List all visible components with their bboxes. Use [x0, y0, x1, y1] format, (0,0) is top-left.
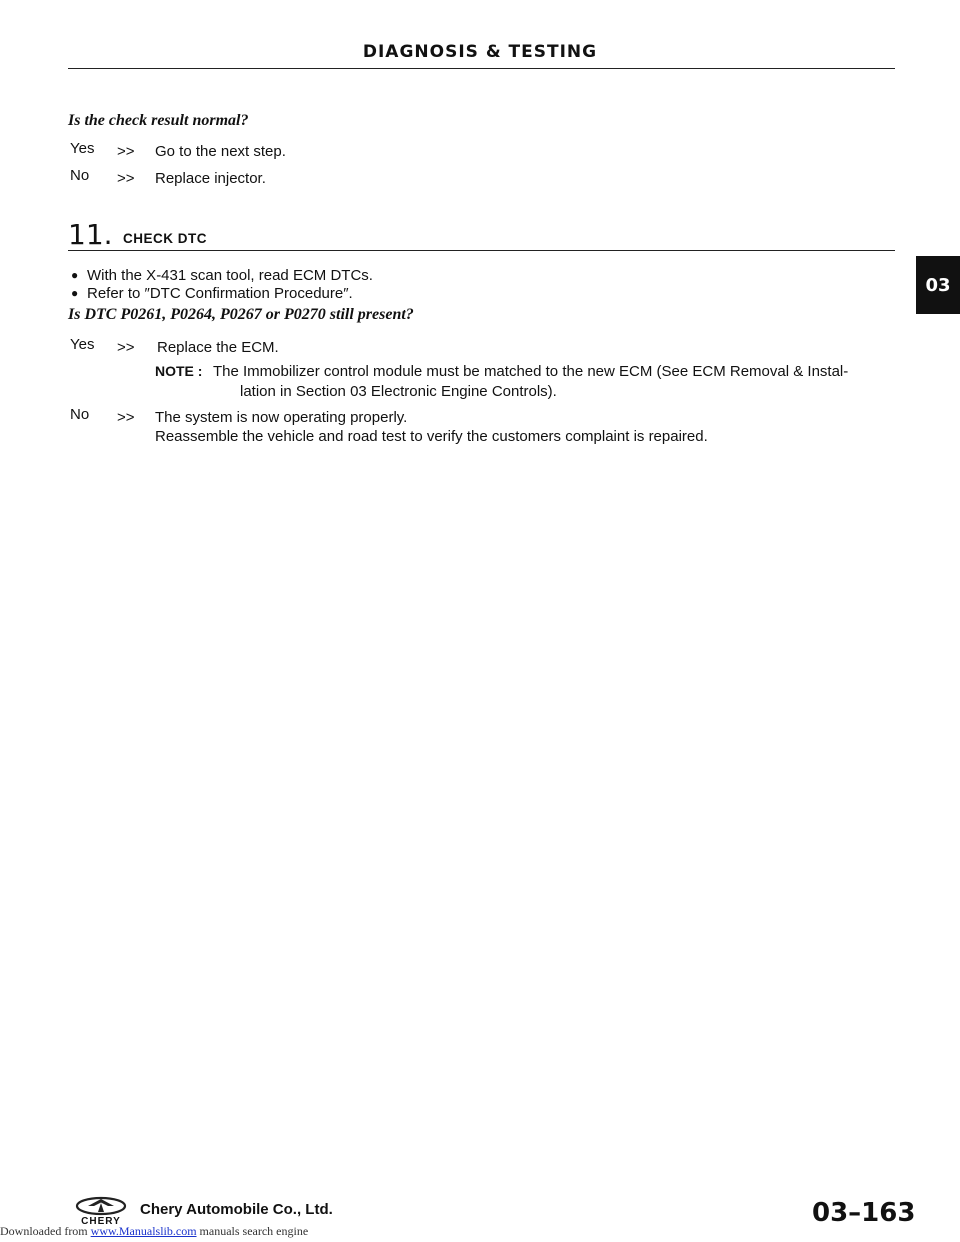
no-arrow: >>: [117, 409, 135, 426]
yes-arrow: >>: [117, 143, 135, 160]
section-side-tab: 03: [916, 256, 960, 314]
download-notice: [0, 1224, 308, 1239]
company-name: Chery Automobile Co., Ltd.: [140, 1201, 333, 1218]
bullet-dot: ●: [71, 268, 79, 282]
yes-action-text: Replace the ECM.: [157, 339, 279, 356]
no-label: No: [70, 167, 90, 184]
header-rule: [68, 68, 895, 69]
chery-logo-text: CHERY: [81, 1216, 121, 1227]
bullet-text: Refer to ″DTC Confirmation Procedure″.: [87, 285, 353, 302]
step-title: CHECK DTC: [123, 231, 207, 246]
no-action-text-line1: The system is now operating properly.: [155, 409, 408, 426]
yes-action-text: Go to the next step.: [155, 143, 286, 160]
page-number: 03–163: [812, 1198, 916, 1228]
no-action-text: Replace injector.: [155, 170, 266, 187]
manualslib-link[interactable]: www.Manualslib.com: [90, 1224, 197, 1238]
no-label: No: [70, 406, 90, 423]
yes-label: Yes: [70, 336, 95, 353]
no-action-text-line2: Reassemble the vehicle and road test to verify the customers complaint is repaired.: [155, 428, 708, 445]
question-dtc-present: Is DTC P0261, P0264, P0267 or P0270 still present?: [68, 306, 414, 323]
note-text-line2: lation in Section 03 Electronic Engine Controls).: [240, 383, 557, 400]
download-prefix: Downloaded from: [0, 1224, 91, 1238]
step-number: 11.: [68, 218, 113, 251]
bullet-text: With the X-431 scan tool, read ECM DTCs.: [87, 267, 373, 284]
step-rule: [68, 250, 895, 251]
note-label: NOTE :: [155, 363, 203, 379]
page-header-title: DIAGNOSIS & TESTING: [362, 42, 598, 62]
yes-arrow: >>: [117, 339, 135, 356]
yes-label: Yes: [70, 140, 95, 157]
question-check-result: Is the check result normal?: [68, 112, 249, 129]
download-suffix: manuals search engine: [196, 1224, 309, 1238]
bullet-dot: ●: [71, 286, 79, 300]
no-arrow: >>: [117, 170, 135, 187]
note-text-line1: The Immobilizer control module must be matched to the new ECM (See ECM Removal & Instal-: [213, 363, 849, 380]
